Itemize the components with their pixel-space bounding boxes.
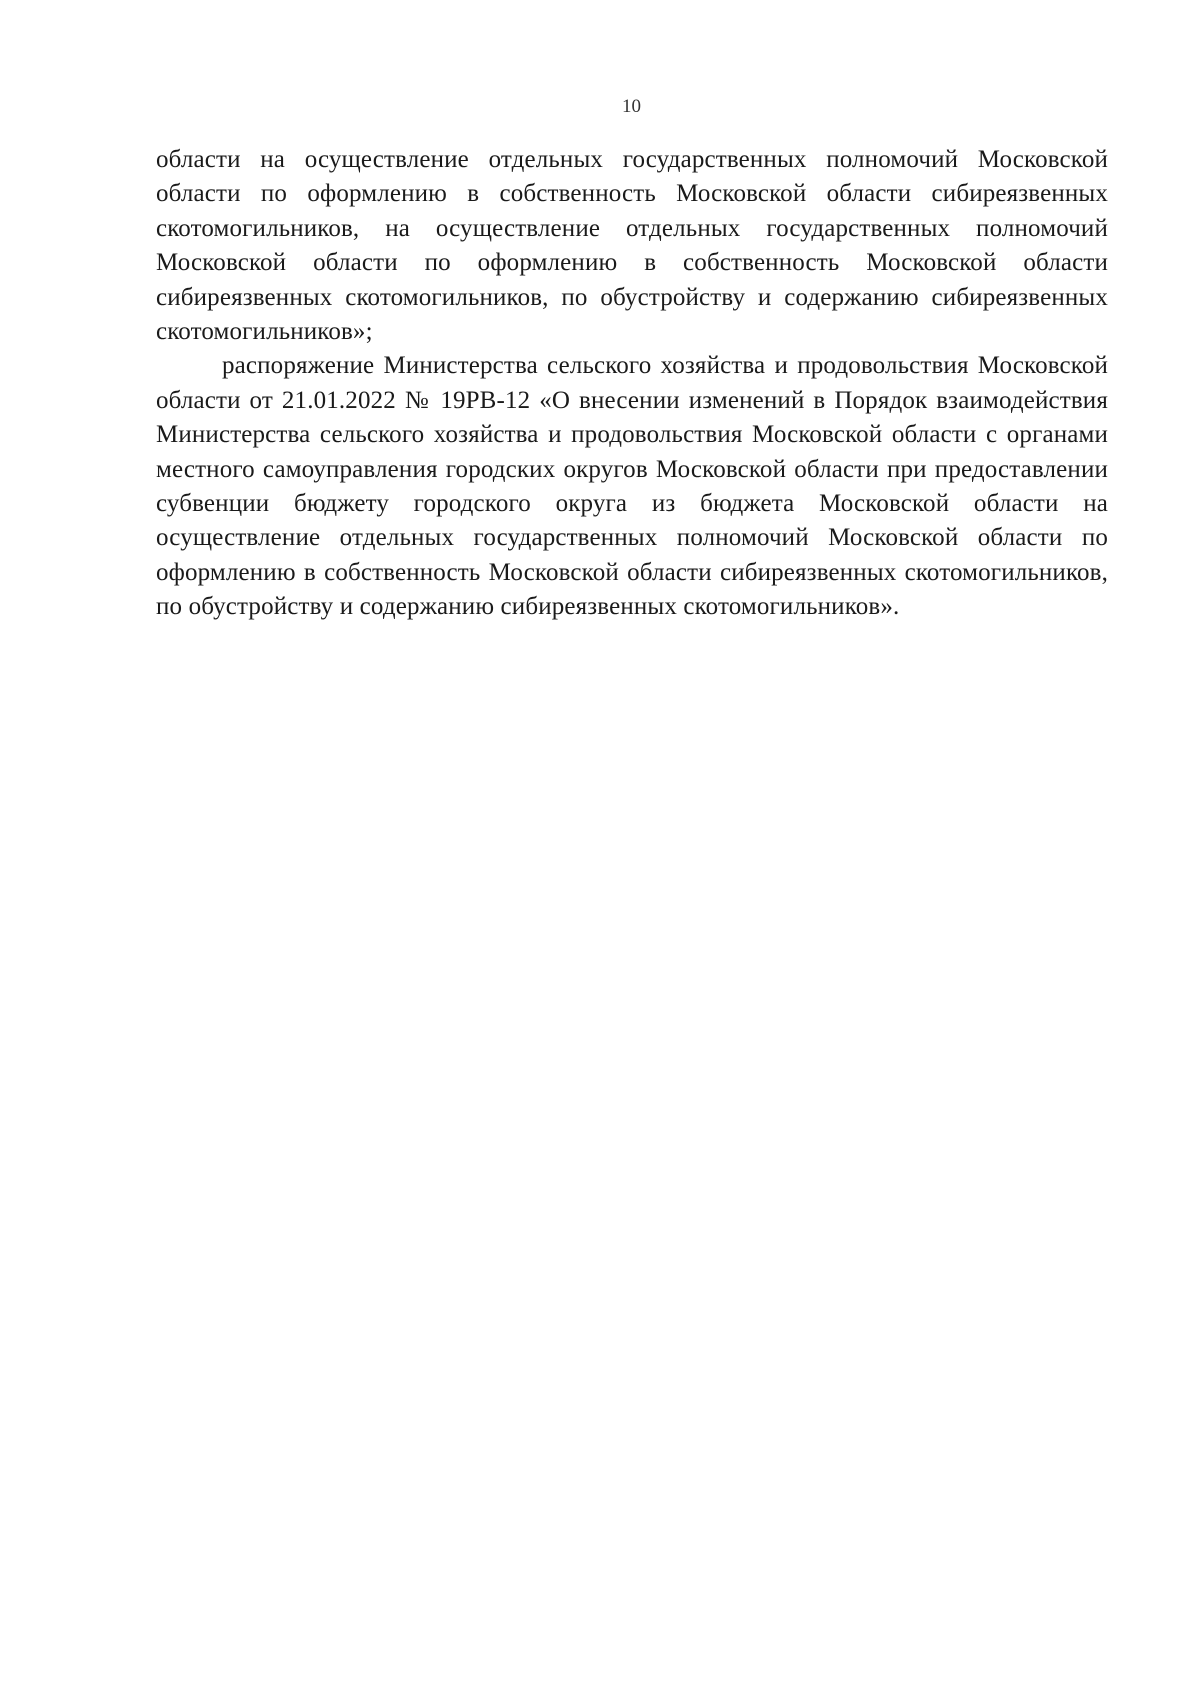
paragraph-order-reference: распоряжение Министерства сельского хозяйства и продовольствия Московской области от 21.01.2022 № 19РВ-12 «О внесении изменений в Порядок взаимодействия Министерства сельского хозяйства и продовольствия Московской области с органами местного самоуправления городских округов Московской области при предоставлении субвенции бюджету городского округа из бюджета Московской области на осуществление отдельных государственных полномочий Московской области по оформлению в собственность Московской области сибиреязвенных скотомогильников, по обустройству и содержанию сибиреязвенных скотомогильников».	[156, 352, 1108, 621]
document-body	[156, 143, 1108, 625]
paragraph-continuation: области на осуществление отдельных государственных полномочий Московской области по оформлению в собственность Московской области сибиреязвенных скотомогильников, на осуществление отдельных государственных полномочий Московской области по оформлению в собственность Московской области сибиреязвенных скотомогильников, по обустройству и содержанию сибиреязвенных скотомогильников»;	[156, 146, 1108, 346]
page-number: 10	[622, 96, 641, 117]
